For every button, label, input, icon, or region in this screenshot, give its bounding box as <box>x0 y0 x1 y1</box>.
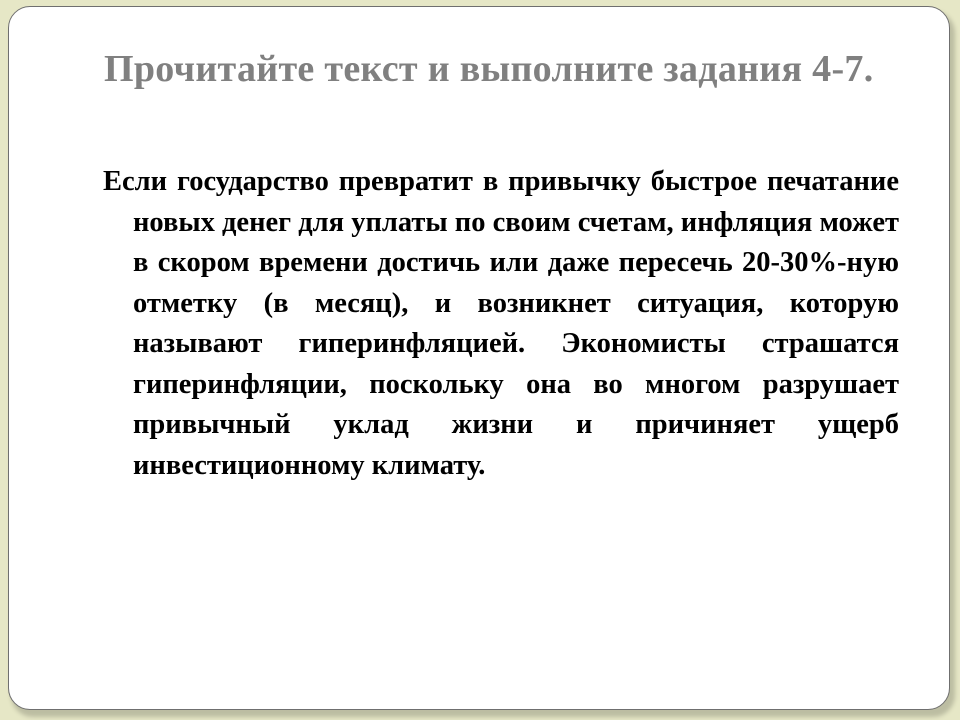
slide-body-text: Если государство превратит в привычку быстрое печатание новых денег для уплаты по своим счетам, инфляция может в скором времени достичь или даже пересечь 20-30%-ную отметку (в месяц), и возникнет ситуация, которую называют гиперинфляцией. Экономисты страшатся гиперинфляции, поскольку она во многом разрушает привычный уклад жизни и причиняет ущерб инвестиционному климату. <box>103 166 899 481</box>
slide-title: Прочитайте текст и выполните задания 4-7. <box>104 48 874 90</box>
